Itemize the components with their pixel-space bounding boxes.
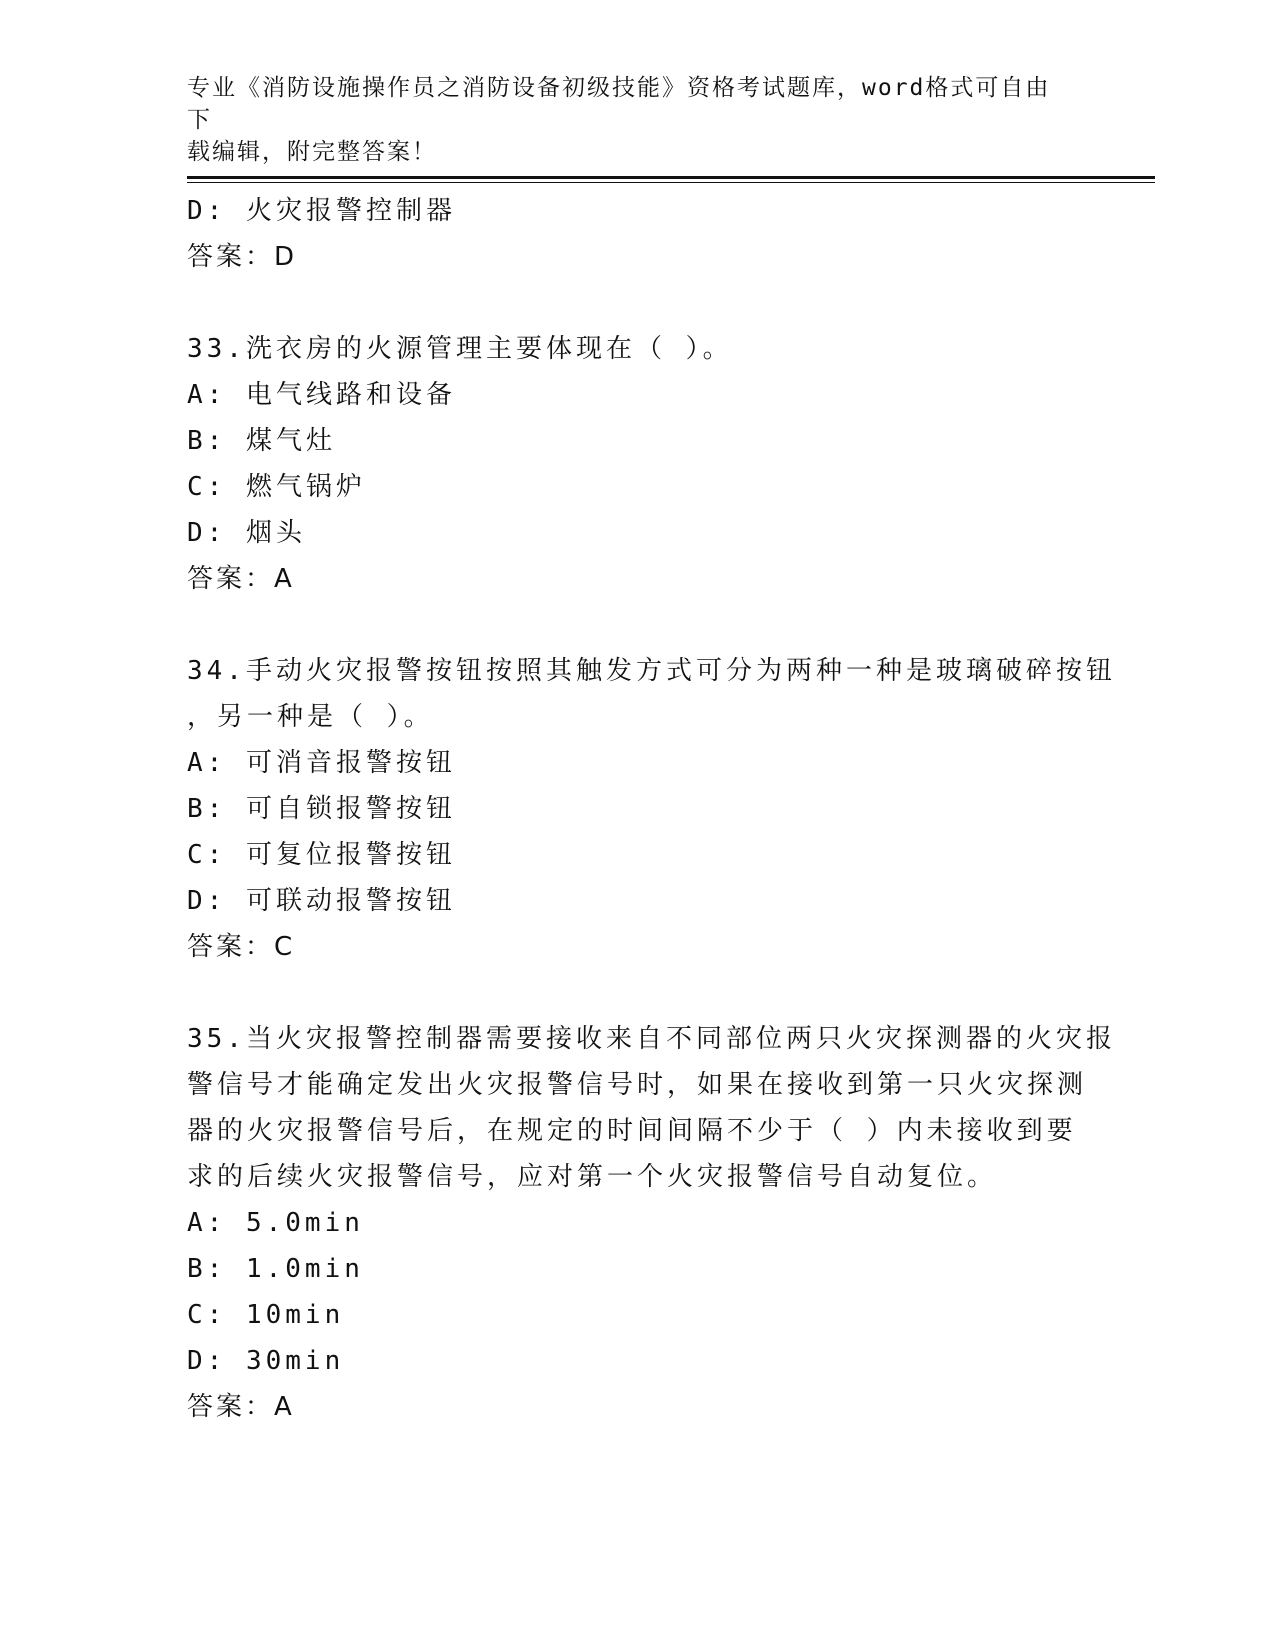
answer-line: 答案：C (187, 932, 296, 962)
header-rule-thick (187, 176, 1155, 179)
option-d: D: 30min (187, 1346, 345, 1376)
header-line-2: 载编辑，附完整答案！ (187, 139, 437, 165)
spacer (187, 970, 1107, 1016)
question-34 (187, 648, 1116, 970)
answer-line: 答案：A (187, 564, 295, 594)
question-stem-line-4: 求的后续火灾报警信号，应对第一个火灾报警信号自动复位。 (187, 1162, 998, 1192)
option-d: D: 火灾报警控制器 (187, 196, 456, 226)
spacer (187, 280, 1107, 326)
spacer (187, 602, 1107, 648)
question-stem-line-1: 35.当火灾报警控制器需要接收来自不同部位两只火灾探测器的火灾报 (187, 1024, 1116, 1054)
option-a: A: 5.0min (187, 1208, 364, 1238)
question-33 (187, 326, 1107, 602)
previous-question-tail (187, 188, 1107, 280)
answer-line: 答案：A (187, 1392, 295, 1422)
question-stem: 33.洗衣房的火源管理主要体现在（ ）。 (187, 334, 733, 364)
option-c: C: 燃气锅炉 (187, 472, 366, 502)
header-rule-thin (187, 182, 1155, 183)
question-list (187, 188, 1116, 1430)
option-a: A: 电气线路和设备 (187, 380, 456, 410)
option-d: D: 烟头 (187, 518, 306, 548)
option-b: B: 煤气灶 (187, 426, 336, 456)
option-b: B: 可自锁报警按钮 (187, 794, 456, 824)
header-line-1: 专业《消防设施操作员之消防设备初级技能》资格考试题库，word格式可自由下 (187, 75, 1051, 133)
question-stem-line-2: 警信号才能确定发出火灾报警信号时，如果在接收到第一只火灾探测 (187, 1070, 1088, 1100)
question-stem-line-2: ，另一种是（ ）。 (187, 702, 434, 732)
question-35 (187, 1016, 1116, 1430)
option-c: C: 可复位报警按钮 (187, 840, 456, 870)
page-header (187, 72, 1067, 168)
answer-line: 答案：D (187, 242, 298, 272)
question-stem-line-1: 34.手动火灾报警按钮按照其触发方式可分为两种一种是玻璃破碎按钮 (187, 656, 1116, 686)
option-c: C: 10min (187, 1300, 345, 1330)
option-b: B: 1.0min (187, 1254, 364, 1284)
option-d: D: 可联动报警按钮 (187, 886, 456, 916)
question-stem-line-3: 器的火灾报警信号后，在规定的时间间隔不少于（ ）内未接收到要 (187, 1116, 1077, 1146)
option-a: A: 可消音报警按钮 (187, 748, 456, 778)
